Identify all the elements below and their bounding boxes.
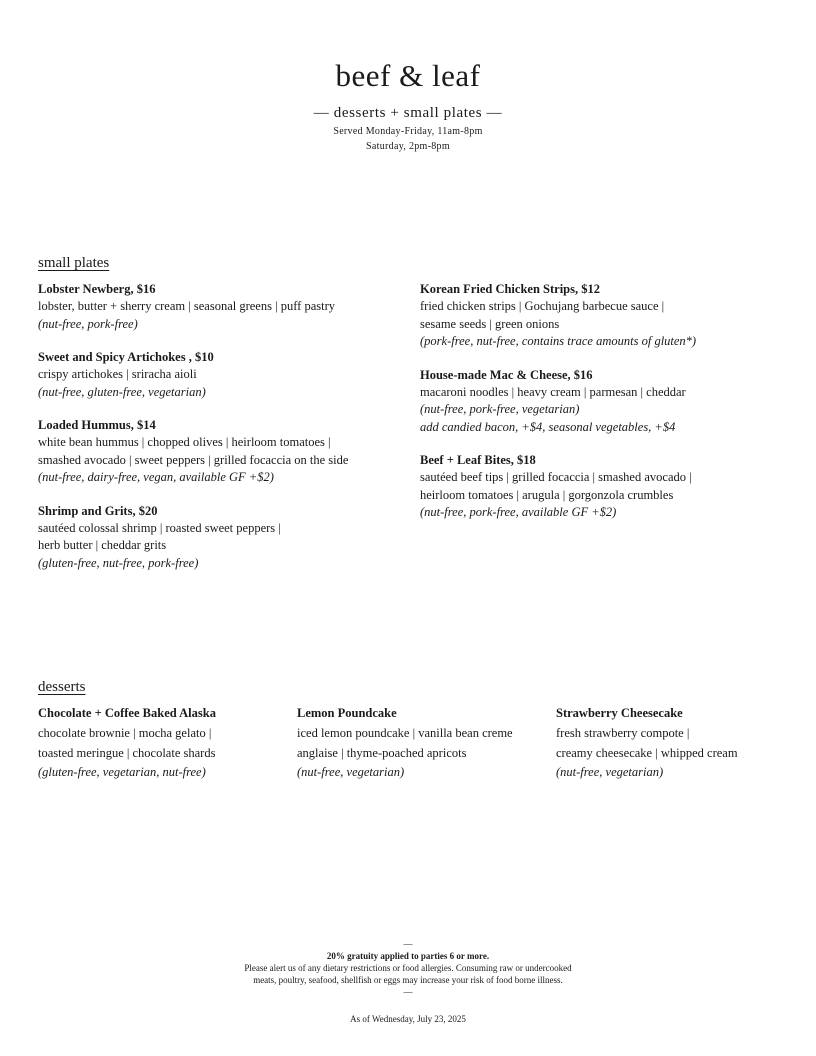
item-name: Sweet and Spicy Artichokes , $10 — [38, 350, 214, 364]
menu-item — [420, 281, 800, 351]
allergy-notice-line-1: Please alert us of any dietary restrictions or food allergies. Consuming raw or undercooked — [244, 963, 572, 973]
item-dietary-note: (nut-free, vegetarian) — [556, 765, 664, 779]
item-dietary-note: (pork-free, nut-free, contains trace amounts of gluten*) — [420, 334, 697, 348]
item-description: chocolate brownie | mocha gelato | — [38, 726, 212, 740]
small-plates-right-column — [420, 281, 800, 538]
item-description: sautéed colossal shrimp | roasted sweet peppers | — [38, 520, 281, 535]
item-name: Loaded Hummus, $14 — [38, 418, 156, 432]
menu-item — [420, 452, 800, 522]
allergy-notice-line-2: meats, poultry, seafood, shellfish or eggs may increase your risk of food borne illness. — [253, 975, 563, 985]
item-name: Korean Fried Chicken Strips, $12 — [420, 282, 600, 296]
item-name: Chocolate + Coffee Baked Alaska — [38, 706, 216, 720]
item-description: creamy cheesecake | whipped cream — [556, 745, 738, 760]
item-description: herb butter | cheddar grits — [38, 538, 167, 552]
dessert-item — [38, 705, 288, 783]
item-name: Beef + Leaf Bites, $18 — [420, 453, 536, 467]
item-description: toasted meringue | chocolate shards — [38, 745, 216, 760]
footer-divider-bottom: — — [403, 987, 413, 997]
item-description: anglaise | thyme-poached apricots — [297, 745, 467, 760]
dessert-item — [556, 705, 806, 783]
item-description: sesame seeds | green onions — [420, 316, 560, 331]
item-description: fried chicken strips | Gochujang barbecue sauce | — [420, 299, 665, 313]
menu-item — [38, 349, 418, 401]
menu-subtitle: — desserts + small plates — — [313, 105, 503, 121]
item-name: House-made Mac & Cheese, $16 — [420, 367, 593, 382]
item-name: Lemon Poundcake — [297, 706, 397, 720]
menu-item — [38, 281, 418, 333]
menu-header — [0, 58, 816, 154]
item-name: Strawberry Cheesecake — [556, 706, 683, 720]
item-dietary-note: (nut-free, vegetarian) — [297, 765, 405, 779]
item-dietary-note: (nut-free, pork-free, available GF +$2) — [420, 505, 617, 519]
item-description: white bean hummus | chopped olives | heirloom tomatoes | — [38, 435, 331, 449]
item-name: Lobster Newberg, $16 — [38, 282, 156, 296]
item-dietary-note: (nut-free, gluten-free, vegetarian) — [38, 384, 206, 399]
item-add-on-note: add candied bacon, +$4, seasonal vegetables, +$4 — [420, 419, 676, 434]
menu-date: As of Wednesday, July 23, 2025 — [350, 1014, 466, 1024]
item-dietary-note: (nut-free, pork-free) — [38, 316, 138, 331]
item-description: iced lemon poundcake | vanilla bean creme — [297, 726, 513, 740]
item-description: macaroni noodles | heavy cream | parmesan | cheddar — [420, 384, 686, 399]
restaurant-title: beef & leaf — [335, 58, 481, 93]
item-description: crispy artichokes | sriracha aioli — [38, 367, 197, 381]
menu-item — [38, 417, 418, 487]
item-description: heirloom tomatoes | arugula | gorgonzola crumbles — [420, 487, 674, 502]
item-description: smashed avocado | sweet peppers | grilled focaccia on the side — [38, 452, 349, 467]
item-dietary-note: (nut-free, dairy-free, vegan, available GF +$2) — [38, 470, 274, 484]
gratuity-notice: 20% gratuity applied to parties 6 or more. — [326, 951, 490, 961]
menu-item — [420, 367, 800, 437]
item-dietary-note: (nut-free, pork-free, vegetarian) — [420, 402, 580, 416]
item-dietary-note: (gluten-free, vegetarian, nut-free) — [38, 765, 206, 779]
item-description: lobster, butter + sherry cream | seasonal greens | puff pastry — [38, 299, 335, 313]
dessert-item — [297, 705, 547, 783]
hours-weekday: Served Monday-Friday, 11am-8pm — [333, 126, 483, 137]
section-title-desserts: desserts — [38, 679, 86, 695]
hours-saturday: Saturday, 2pm-8pm — [366, 141, 450, 152]
footer-divider-top: — — [403, 939, 413, 949]
menu-footer — [0, 938, 816, 1025]
menu-item — [38, 503, 418, 573]
item-description: fresh strawberry compote | — [556, 726, 690, 740]
item-name: Shrimp and Grits, $20 — [38, 503, 158, 518]
item-description: sautéed beef tips | grilled focaccia | smashed avocado | — [420, 470, 692, 484]
small-plates-left-column — [38, 281, 418, 588]
item-dietary-note: (gluten-free, nut-free, pork-free) — [38, 555, 199, 570]
section-title-small-plates: small plates — [38, 255, 110, 271]
